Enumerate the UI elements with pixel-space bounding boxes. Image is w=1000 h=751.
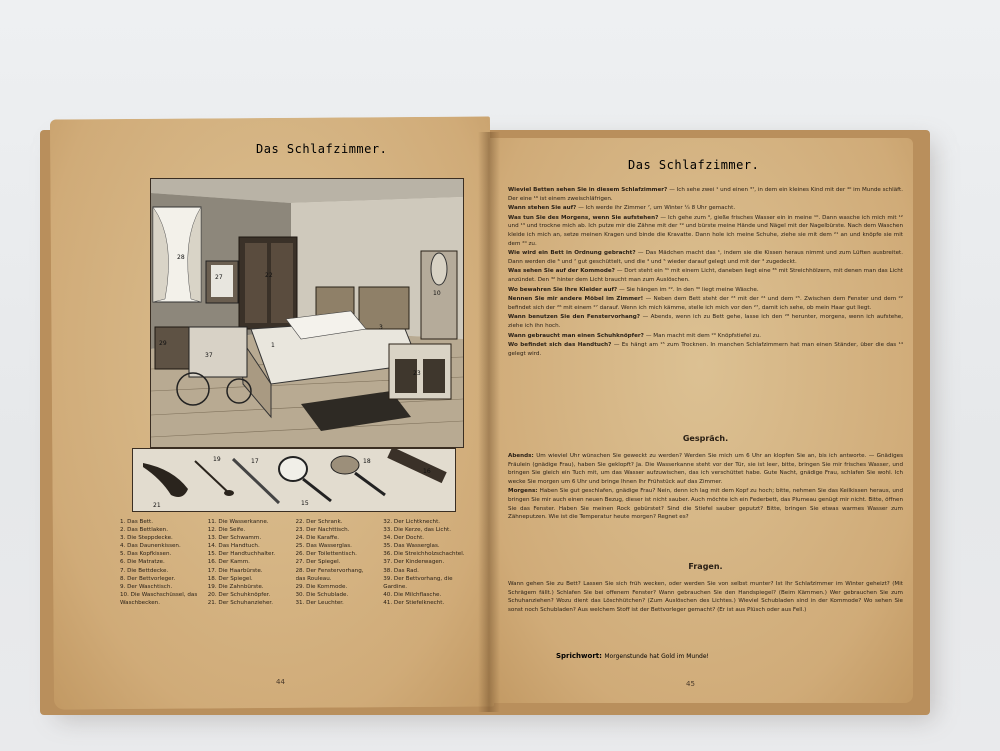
legend-col-3 — [296, 518, 378, 607]
sprichwort-text: Morgenstunde hat Gold im Munde! — [604, 653, 709, 660]
gespraech-text — [508, 452, 903, 523]
qa-paragraph — [508, 204, 903, 213]
legend-item: 20. Der Schuhknöpfer. — [207, 591, 271, 598]
legend-item: 32. Der Lichtknecht. — [383, 519, 441, 525]
dialogue-paragraph — [508, 487, 903, 521]
question: Wann gebraucht man einen Schuhknöpfer? — [508, 332, 646, 339]
sprichwort-label: Sprichwort: — [556, 652, 602, 660]
legend-item: 6. Die Matratze. — [120, 559, 165, 566]
legend-item: 5. Das Kopfkissen. — [120, 551, 172, 558]
left-page-title: Das Schlafzimmer. — [256, 142, 388, 156]
legend-item: 3. Die Steppdecke. — [120, 535, 173, 542]
fragen-text — [508, 580, 903, 615]
legend-item: 31. Der Leuchter. — [295, 599, 344, 606]
question: Was sehen Sie auf der Kommode? — [508, 268, 617, 275]
qa-paragraph — [508, 186, 903, 203]
utensil-number: 15 — [301, 500, 309, 507]
qa-paragraph — [508, 249, 903, 266]
right-page-number: 45 — [686, 680, 695, 688]
fragen-paragraph: Wann gehen Sie zu Bett? Lassen Sie sich früh wecken, oder werden Sie von selbst munter? Ist Ihr Schlafzimmer im Winter geheizt? (Mit Schrägem fällt.) Schlafen Sie bei offenem Fenster? Wann gebrauchen Sie den Handspiegel? (Beim Kämmen.) Wer gebrauchen Sie zum Schuhanziehen? Wozu dient das Löschhütchen? (Zum Auslöschen des Lichtes.) Wieviel Schubladen sind in der Kommode? Wo sehen Sie sonst noch Schubladen? Aus welchem Stoff ist der Bettvorleger gemacht? (Er ist aus Plüsch oder aus Fell.) — [508, 581, 903, 613]
qa-paragraph — [508, 214, 903, 248]
question: Wo befindet sich das Handtuch? — [508, 342, 614, 349]
svg-text:3: 3 — [379, 324, 383, 331]
legend-item: 40. Die Milchflasche. — [383, 591, 442, 598]
answer: — Ich sehe zwei ¹ und einen ³⁷, in dem ein kleines Kind mit der ⁴⁰ im Munde schläft. Der eine ¹⁶ ist einem zweischläfrigen. — [508, 187, 903, 202]
qa-paragraph — [508, 341, 903, 358]
dialogue-paragraph — [508, 452, 903, 486]
svg-text:37: 37 — [205, 352, 213, 359]
legend-item: 18. Der Spiegel. — [207, 575, 253, 582]
legend-item: 7. Die Bettdecke. — [120, 567, 169, 574]
legend-item: 13. Der Schwamm. — [207, 535, 262, 542]
legend-item: 25. Das Wasserglas. — [295, 543, 352, 550]
dialogue-text: Haben Sie gut geschlafen, gnädige Frau? Nein, denn ich lag mit dem Kopf zu hoch; bitte, nehmen Sie das Keilkissen heraus, und bringen Sie mir auch einen neuen Bezug, dieser ist nicht sauber. Auch möchte ich ein Federbett, das Plumeau genügt mir nicht. Bitte, öffnen Sie das Fenster. Haben Sie meinen Rock gebürstet? Sind die Stiefel sauber geputzt? Bitte, bringen Sie etwas warmes Wasser zum Zähneputzen. Wie ist die Temperatur heute morgen? Regnet es? — [508, 488, 903, 521]
qa-paragraph — [508, 332, 903, 341]
qa-paragraph — [508, 313, 903, 330]
legend-item: 23. Der Nachttisch. — [295, 527, 350, 534]
legend-item: 12. Die Seife. — [207, 527, 246, 534]
legend-item: 16. Der Kamm. — [207, 559, 250, 566]
sprichwort — [556, 652, 709, 660]
legend — [120, 518, 465, 607]
svg-text:10: 10 — [433, 290, 441, 297]
legend-item: 15. Der Handtuchhalter. — [207, 551, 276, 558]
svg-text:29: 29 — [159, 340, 167, 347]
gespraech-heading: Gespräch. — [682, 434, 729, 443]
answer: — Dort steht ein ³¹ mit einem Licht, daneben liegt eine ³⁶ mit Streichhölzern, mit denen man das Licht anzündet. Den ³² hinter dem Licht braucht man zum Auslöschen. — [508, 268, 903, 283]
svg-text:23: 23 — [413, 370, 421, 377]
speaker-time: Abends: — [508, 453, 537, 459]
legend-item: 34. Der Docht. — [383, 535, 425, 542]
legend-item: 1. Das Bett. — [120, 519, 153, 525]
utensil-number: 18 — [363, 458, 371, 465]
legend-item: 38. Das Rad. — [383, 567, 419, 574]
qa-paragraph — [508, 286, 903, 295]
utensil-number: 19 — [213, 456, 221, 463]
answer: — Ich gehe zum ⁹, gieße frisches Wasser ein in meine ¹⁰. Dann wasche ich mich mit ¹² und ¹³ und trockne mich ab. Ich putze mir die Zähne mit der ¹⁹ und bürste meine Hände und Nägel mit der Nagelbürste. Nach dem Waschen kleide ich mich an, setze meinen Kragen und binde die Kravatte. Dann hole ich meine Schuhe, ziehe sie mit dem ²¹ an und knöpfe sie mit dem ²⁰ zu. — [508, 214, 903, 247]
speaker-time: Morgens: — [508, 488, 540, 495]
qa-paragraph — [508, 267, 903, 284]
legend-item: Gardine. — [383, 583, 408, 590]
legend-item: 37. Der Kinderwagen. — [383, 559, 445, 566]
question: Wann benutzen Sie den Fenstervorhang? — [508, 314, 643, 321]
legend-item: 27. Der Spiegel. — [295, 559, 341, 566]
legend-item: 9. Der Waschtisch. — [120, 583, 173, 590]
dialogue-text: Um wieviel Uhr wünschen Sie geweckt zu werden? Werden Sie mich um 6 Uhr an klopfen Sie an, bis ich antworte. — Gnädiges Fräulein (gnädige Frau), haben Sie geklopft? Ja. Die Wasserkanne steht vor der Tür, sie ist leer, bitte, bringen Sie mir frisches Wasser, und bringen Sie gleich ein Tuch mit, um das Wasser aufzuwischen, das ich verschüttet habe. Gute Nacht, gnädige Frau, schlafen Sie wohl. Ich wecke Sie morgen um 6 Uhr und bringe Ihnen Ihr Frühstück auf das Zimmer. — [508, 453, 903, 485]
utensil-number: 17 — [251, 458, 259, 465]
answer: — Es hängt am ¹⁵ zum Trocknen. In manchen Schlafzimmern hat man einen Ständer, über die das ¹⁴ gelegt wird. — [508, 342, 904, 357]
utensils-illustration — [132, 448, 456, 512]
answer: — Neben dem Bett steht der ²³ mit der ²⁴ und dem ²⁵. Zwischen dem Fenster und dem ²² befindet sich der ²⁶ mit einem ²⁷ darauf. Wenn ich mich kämme, stelle ich mich vor den ²⁷, damit ich sehe, ob mein Haar gut liegt. — [508, 296, 903, 311]
legend-item: 11. Die Wasserkanne. — [207, 519, 269, 525]
gutter-shadow — [478, 132, 500, 712]
legend-item: 14. Das Handtuch. — [207, 543, 260, 550]
legend-item: 35. Das Wasserglas. — [383, 543, 440, 550]
legend-item: 26. Der Toilettentisch. — [295, 551, 357, 558]
question: Was tun Sie des Morgens, wenn Sie aufstehen? — [508, 214, 661, 221]
right-page-qa — [508, 186, 903, 359]
answer: — Man macht mit dem ²⁰ Knöpfstiefel zu. — [645, 332, 762, 339]
legend-item: 33. Die Kerze, das Licht. — [383, 527, 452, 534]
fragen-heading: Fragen. — [688, 562, 723, 571]
legend-item: 8. Der Bettvorleger. — [120, 575, 176, 582]
answer: — Das Mädchen macht das ¹, indem sie die Kissen heraus nimmt und zum Lüften ausbreitet. Dann werden die ⁶ und ⁷ gut geschüttelt, und die ⁴ und ⁵ wieder darauf gelegt und mit der ³ zugedeckt. — [508, 250, 903, 265]
question: Wieviel Betten sehen Sie in diesem Schlafzimmer? — [508, 187, 670, 193]
answer: — Sie hängen im ²². In den ³⁰ liegt meine Wäsche. — [619, 286, 759, 293]
legend-item: 28. Der Fenstervorhang, — [295, 567, 364, 574]
question: Nennen Sie mir andere Möbel im Zimmer! — [508, 296, 646, 303]
utensil-number: 21 — [153, 502, 161, 509]
right-page-title: Das Schlafzimmer. — [628, 158, 760, 172]
legend-item: 21. Der Schuhanzieher. — [207, 599, 273, 606]
svg-text:28: 28 — [177, 254, 185, 261]
svg-text:1: 1 — [271, 342, 275, 349]
question: Wann stehen Sie auf? — [508, 205, 579, 212]
legend-item: 29. Die Kommode. — [295, 583, 348, 590]
legend-col-1 — [120, 518, 202, 607]
qa-paragraph — [508, 295, 903, 312]
left-page-number: 44 — [276, 678, 285, 686]
legend-item: 30. Die Schublade. — [295, 591, 349, 598]
legend-item: 39. Der Bettvorhang, die — [383, 575, 453, 582]
legend-item: 2. Das Bettlaken. — [120, 527, 168, 534]
legend-item: 10. Die Waschschüssel, das — [120, 591, 198, 598]
question: Wie wird ein Bett in Ordnung gebracht? — [508, 250, 638, 257]
legend-item: 41. Der Stiefelknecht. — [383, 599, 445, 606]
legend-item: 4. Das Daunenkissen. — [120, 543, 181, 550]
svg-text:27: 27 — [215, 274, 223, 281]
answer: — Ich werde ihr Zimmer ⁷, um Winter ¼ 8 Uhr gemacht. — [578, 205, 736, 212]
svg-text:22: 22 — [265, 272, 273, 279]
question: Wo bewahren Sie Ihre Kleider auf? — [508, 286, 620, 293]
utensil-number: 16 — [423, 468, 431, 475]
legend-col-2 — [208, 518, 290, 607]
legend-col-4 — [383, 518, 465, 607]
legend-item: 22. Der Schrank. — [295, 519, 343, 525]
legend-item: das Rouleau. — [295, 575, 332, 582]
legend-item: 19. Die Zahnbürste. — [207, 583, 264, 590]
legend-item: 17. Die Haarbürste. — [207, 567, 263, 574]
bedroom-illustration — [150, 178, 464, 448]
legend-item: 36. Die Streichholzschachtel. — [383, 551, 465, 558]
answer: — Abends, wenn ich zu Bett gehe, lasse ich den ²⁸ herunter, morgens, wenn ich aufstehe, ziehe ich ihn hoch. — [508, 314, 903, 329]
legend-item: Waschbecken. — [120, 599, 161, 606]
legend-item: 24. Die Karaffe. — [295, 535, 340, 542]
